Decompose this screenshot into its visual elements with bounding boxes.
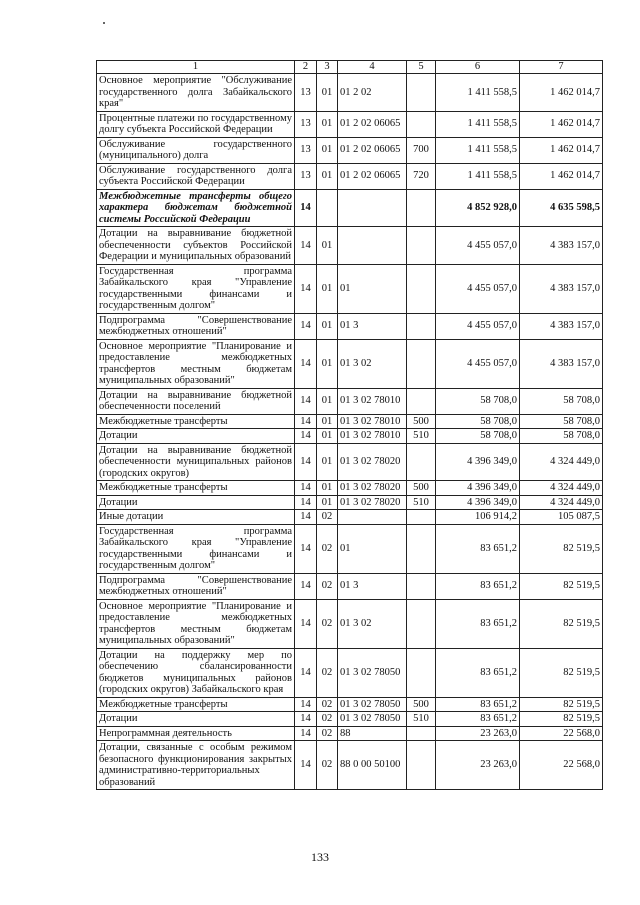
row-amount-year2: 58 708,0 [520, 414, 603, 429]
row-amount-year2: 58 708,0 [520, 429, 603, 444]
header-col-2: 2 [295, 61, 317, 74]
row-target-code: 01 3 02 78020 [338, 495, 407, 510]
row-section: 14 [295, 339, 317, 388]
header-col-4: 4 [338, 61, 407, 74]
row-section: 13 [295, 137, 317, 163]
row-target-code: 01 [338, 524, 407, 573]
row-name: Обслуживание государственного (муниципального) долга [97, 137, 295, 163]
row-name: Межбюджетные трансферты общего характера бюджетам бюджетной системы Российской Федерации [97, 189, 295, 227]
row-name: Основное мероприятие "Планирование и предоставление межбюджетных трансфертов местным бюджетам муниципальных образований" [97, 599, 295, 648]
row-subsection: 01 [317, 443, 338, 481]
row-amount-year1: 4 852 928,0 [436, 189, 520, 227]
row-subsection: 02 [317, 697, 338, 712]
row-name: Дотации [97, 495, 295, 510]
row-name: Межбюджетные трансферты [97, 481, 295, 496]
row-name: Непрограммная деятельность [97, 726, 295, 741]
row-name: Дотации, связанные с особым режимом безопасного функционирования закрытых административно-территориальных образований [97, 741, 295, 790]
row-amount-year2: 1 462 014,7 [520, 137, 603, 163]
row-amount-year1: 1 411 558,5 [436, 74, 520, 112]
row-name: Государственная программа Забайкальского края "Управление государственными финансами и государственным долгом" [97, 264, 295, 313]
row-subsection: 01 [317, 74, 338, 112]
row-amount-year2: 4 383 157,0 [520, 313, 603, 339]
row-name: Государственная программа Забайкальского края "Управление государственными финансами и государственным долгом" [97, 524, 295, 573]
table-row [97, 443, 603, 481]
row-amount-year2: 1 462 014,7 [520, 163, 603, 189]
row-target-code: 88 0 00 50100 [338, 741, 407, 790]
row-section: 14 [295, 510, 317, 525]
table-row [97, 726, 603, 741]
row-amount-year1: 83 651,2 [436, 697, 520, 712]
row-expense-type [407, 388, 436, 414]
row-target-code: 01 2 02 [338, 74, 407, 112]
row-target-code: 01 2 02 06065 [338, 111, 407, 137]
row-expense-type [407, 189, 436, 227]
table-row [97, 495, 603, 510]
row-amount-year1: 4 455 057,0 [436, 227, 520, 265]
row-target-code: 88 [338, 726, 407, 741]
table-header-row [97, 61, 603, 74]
row-expense-type [407, 510, 436, 525]
row-target-code: 01 3 02 78020 [338, 481, 407, 496]
row-target-code: 01 3 [338, 313, 407, 339]
row-subsection: 02 [317, 648, 338, 697]
row-name: Подпрограмма "Совершенствование межбюджетных отношений" [97, 313, 295, 339]
row-target-code: 01 3 [338, 573, 407, 599]
row-subsection: 01 [317, 429, 338, 444]
table-row [97, 163, 603, 189]
row-expense-type: 500 [407, 481, 436, 496]
row-expense-type [407, 313, 436, 339]
row-expense-type [407, 111, 436, 137]
row-section: 14 [295, 495, 317, 510]
row-section: 14 [295, 388, 317, 414]
row-amount-year1: 4 455 057,0 [436, 339, 520, 388]
table-row [97, 712, 603, 727]
budget-table [96, 60, 603, 790]
row-amount-year1: 58 708,0 [436, 429, 520, 444]
row-name: Дотации [97, 429, 295, 444]
row-subsection: 02 [317, 599, 338, 648]
row-expense-type [407, 74, 436, 112]
row-section: 14 [295, 481, 317, 496]
row-target-code [338, 510, 407, 525]
table-row [97, 137, 603, 163]
table-row [97, 74, 603, 112]
row-section: 14 [295, 599, 317, 648]
header-col-3: 3 [317, 61, 338, 74]
table-row [97, 481, 603, 496]
table-row [97, 741, 603, 790]
row-section: 14 [295, 429, 317, 444]
row-section: 13 [295, 111, 317, 137]
row-amount-year2: 82 519,5 [520, 573, 603, 599]
row-section: 14 [295, 189, 317, 227]
table-row [97, 429, 603, 444]
row-amount-year2: 82 519,5 [520, 697, 603, 712]
row-subsection: 01 [317, 111, 338, 137]
row-expense-type: 510 [407, 712, 436, 727]
row-target-code [338, 189, 407, 227]
row-amount-year1: 83 651,2 [436, 599, 520, 648]
row-subsection: 01 [317, 339, 338, 388]
row-amount-year1: 83 651,2 [436, 524, 520, 573]
row-name: Дотации [97, 712, 295, 727]
row-section: 13 [295, 163, 317, 189]
table-row [97, 573, 603, 599]
row-section: 14 [295, 573, 317, 599]
row-target-code: 01 2 02 06065 [338, 163, 407, 189]
row-expense-type [407, 648, 436, 697]
row-amount-year2: 82 519,5 [520, 524, 603, 573]
row-name: Дотации на выравнивание бюджетной обеспеченности муниципальных районов (городских округов) [97, 443, 295, 481]
table-row [97, 388, 603, 414]
row-amount-year1: 4 396 349,0 [436, 481, 520, 496]
row-amount-year1: 23 263,0 [436, 726, 520, 741]
row-section: 14 [295, 524, 317, 573]
table-row [97, 510, 603, 525]
row-target-code: 01 3 02 78010 [338, 429, 407, 444]
row-expense-type [407, 599, 436, 648]
row-amount-year1: 83 651,2 [436, 648, 520, 697]
table-row [97, 697, 603, 712]
table-body [97, 74, 603, 790]
row-amount-year1: 4 455 057,0 [436, 264, 520, 313]
row-section: 13 [295, 74, 317, 112]
row-amount-year2: 105 087,5 [520, 510, 603, 525]
row-amount-year1: 58 708,0 [436, 388, 520, 414]
row-subsection: 02 [317, 712, 338, 727]
row-amount-year1: 106 914,2 [436, 510, 520, 525]
row-section: 14 [295, 227, 317, 265]
row-target-code: 01 3 02 78050 [338, 648, 407, 697]
row-expense-type [407, 227, 436, 265]
row-section: 14 [295, 697, 317, 712]
row-amount-year1: 4 455 057,0 [436, 313, 520, 339]
row-target-code: 01 3 02 78020 [338, 443, 407, 481]
row-amount-year2: 4 324 449,0 [520, 481, 603, 496]
row-expense-type: 510 [407, 429, 436, 444]
row-target-code: 01 2 02 06065 [338, 137, 407, 163]
row-expense-type [407, 741, 436, 790]
row-target-code: 01 3 02 78010 [338, 388, 407, 414]
table-row [97, 524, 603, 573]
row-subsection: 01 [317, 388, 338, 414]
row-target-code: 01 3 02 78010 [338, 414, 407, 429]
row-section: 14 [295, 443, 317, 481]
row-expense-type [407, 339, 436, 388]
row-target-code [338, 227, 407, 265]
row-name: Межбюджетные трансферты [97, 414, 295, 429]
row-amount-year2: 4 383 157,0 [520, 264, 603, 313]
row-amount-year1: 83 651,2 [436, 573, 520, 599]
row-subsection: 01 [317, 227, 338, 265]
row-target-code: 01 3 02 78050 [338, 697, 407, 712]
row-name: Процентные платежи по государственному долгу субъекта Российской Федерации [97, 111, 295, 137]
table-row [97, 339, 603, 388]
row-subsection: 01 [317, 137, 338, 163]
page-number: 133 [311, 850, 329, 864]
row-amount-year2: 4 324 449,0 [520, 495, 603, 510]
row-name: Иные дотации [97, 510, 295, 525]
row-amount-year2: 4 383 157,0 [520, 339, 603, 388]
row-section: 14 [295, 264, 317, 313]
row-section: 14 [295, 741, 317, 790]
table-row [97, 264, 603, 313]
table-row [97, 189, 603, 227]
row-subsection: 01 [317, 313, 338, 339]
row-expense-type: 700 [407, 137, 436, 163]
row-section: 14 [295, 712, 317, 727]
row-expense-type [407, 573, 436, 599]
row-name: Подпрограмма "Совершенствование межбюджетных отношений" [97, 573, 295, 599]
row-expense-type [407, 443, 436, 481]
header-col-6: 6 [436, 61, 520, 74]
header-col-5: 5 [407, 61, 436, 74]
row-amount-year1: 23 263,0 [436, 741, 520, 790]
table-row [97, 414, 603, 429]
row-amount-year1: 4 396 349,0 [436, 495, 520, 510]
row-name: Дотации на поддержку мер по обеспечению сбалансированности бюджетов муниципальных районов (городских округов) Забайкальского края [97, 648, 295, 697]
row-amount-year2: 82 519,5 [520, 648, 603, 697]
row-section: 14 [295, 726, 317, 741]
row-amount-year2: 22 568,0 [520, 726, 603, 741]
row-subsection: 02 [317, 510, 338, 525]
row-expense-type: 720 [407, 163, 436, 189]
row-subsection: 01 [317, 264, 338, 313]
table-row [97, 227, 603, 265]
row-amount-year2: 4 383 157,0 [520, 227, 603, 265]
row-target-code: 01 3 02 [338, 339, 407, 388]
row-amount-year1: 83 651,2 [436, 712, 520, 727]
row-name: Обслуживание государственного долга субъекта Российской Федерации [97, 163, 295, 189]
row-amount-year1: 1 411 558,5 [436, 137, 520, 163]
row-expense-type: 500 [407, 414, 436, 429]
header-col-7: 7 [520, 61, 603, 74]
row-expense-type: 510 [407, 495, 436, 510]
row-name: Дотации на выравнивание бюджетной обеспеченности поселений [97, 388, 295, 414]
row-subsection: 02 [317, 573, 338, 599]
row-amount-year1: 4 396 349,0 [436, 443, 520, 481]
table-row [97, 111, 603, 137]
row-section: 14 [295, 414, 317, 429]
row-amount-year2: 58 708,0 [520, 388, 603, 414]
row-amount-year2: 22 568,0 [520, 741, 603, 790]
row-subsection [317, 189, 338, 227]
row-expense-type [407, 524, 436, 573]
table-row [97, 599, 603, 648]
row-subsection: 01 [317, 495, 338, 510]
header-col-1: 1 [97, 61, 295, 74]
row-section: 14 [295, 648, 317, 697]
row-name: Дотации на выравнивание бюджетной обеспеченности субъектов Российской Федерации и муниципальных образований [97, 227, 295, 265]
row-amount-year1: 58 708,0 [436, 414, 520, 429]
row-name: Основное мероприятие "Обслуживание государственного долга Забайкальского края" [97, 74, 295, 112]
row-target-code: 01 3 02 [338, 599, 407, 648]
row-name: Межбюджетные трансферты [97, 697, 295, 712]
row-target-code: 01 3 02 78050 [338, 712, 407, 727]
row-subsection: 01 [317, 414, 338, 429]
table-row [97, 313, 603, 339]
row-subsection: 02 [317, 524, 338, 573]
row-expense-type [407, 264, 436, 313]
row-subsection: 02 [317, 741, 338, 790]
row-subsection: 02 [317, 726, 338, 741]
row-expense-type [407, 726, 436, 741]
table-row [97, 648, 603, 697]
row-name: Основное мероприятие "Планирование и предоставление межбюджетных трансфертов местным бюджетам муниципальных образований" [97, 339, 295, 388]
row-amount-year2: 82 519,5 [520, 712, 603, 727]
row-subsection: 01 [317, 481, 338, 496]
row-amount-year1: 1 411 558,5 [436, 111, 520, 137]
row-subsection: 01 [317, 163, 338, 189]
row-amount-year2: 1 462 014,7 [520, 74, 603, 112]
row-expense-type: 500 [407, 697, 436, 712]
row-amount-year2: 82 519,5 [520, 599, 603, 648]
row-section: 14 [295, 313, 317, 339]
row-amount-year2: 4 324 449,0 [520, 443, 603, 481]
row-target-code: 01 [338, 264, 407, 313]
row-amount-year1: 1 411 558,5 [436, 163, 520, 189]
row-amount-year2: 4 635 598,5 [520, 189, 603, 227]
row-amount-year2: 1 462 014,7 [520, 111, 603, 137]
scan-speck [103, 22, 105, 24]
